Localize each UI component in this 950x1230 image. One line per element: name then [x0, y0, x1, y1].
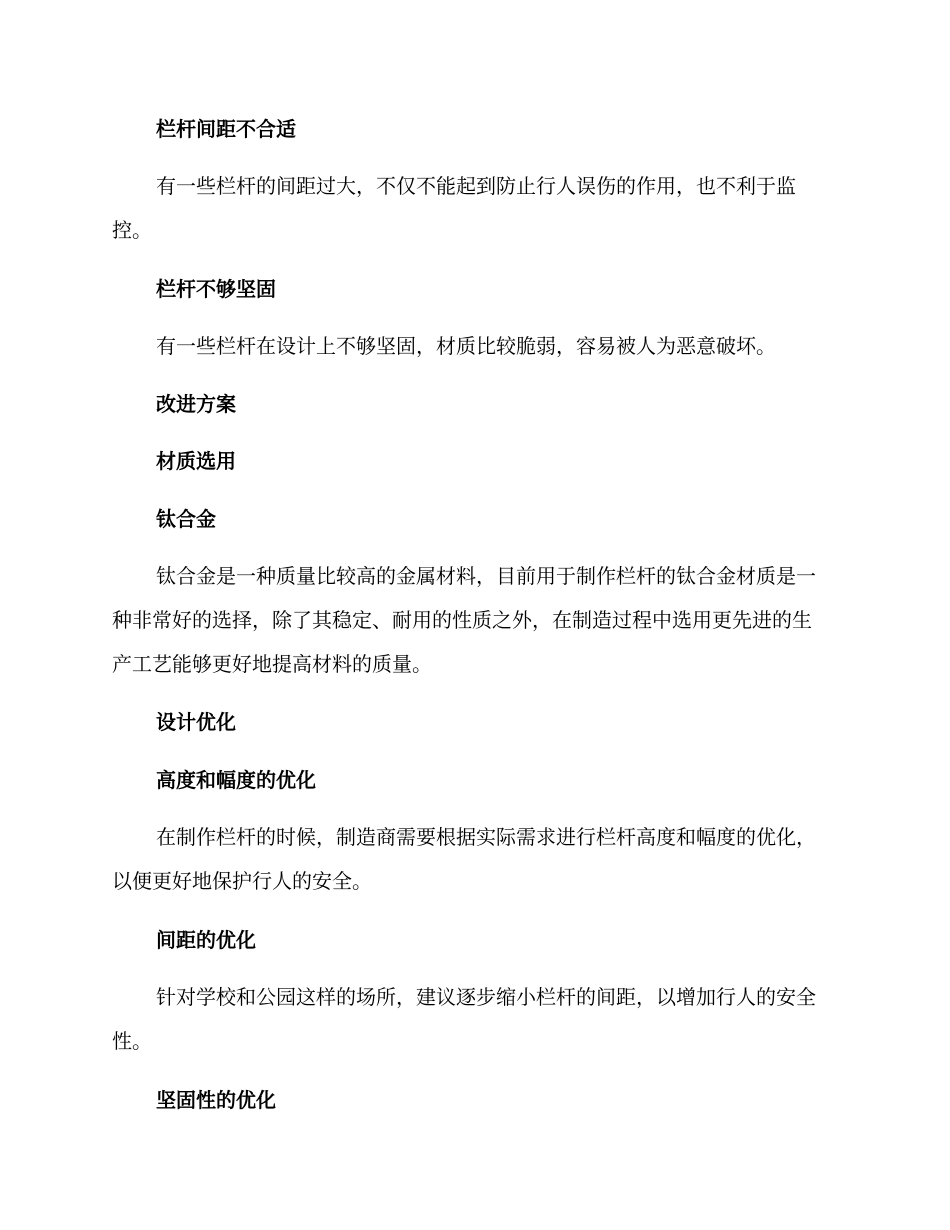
section-heading: 栏杆不够坚固 [156, 277, 276, 301]
section-heading: 坚固性的优化 [156, 1088, 276, 1112]
body-paragraph: 在制作栏杆的时候，制造商需要根据实际需求进行栏杆高度和幅度的优化，以便更好地保护行人的安全。 [112, 825, 816, 893]
section-heading: 钛合金 [156, 507, 216, 531]
body-paragraph: 有一些栏杆的间距过大，不仅不能起到防止行人误伤的作用，也不利于监控。 [112, 174, 796, 242]
body-paragraph: 针对学校和公园这样的场所，建议逐步缩小栏杆的间距，以增加行人的安全性。 [112, 985, 816, 1053]
body-paragraph: 钛合金是一种质量比较高的金属材料，目前用于制作栏杆的钛合金材质是一种非常好的选择，除了其稳定、耐用的性质之外，在制造过程中选用更先进的生产工艺能够更好地提高材料的质量。 [112, 564, 816, 676]
body-paragraph: 有一些栏杆在设计上不够坚固，材质比较脆弱，容易被人为恶意破坏。 [156, 334, 776, 358]
section-heading: 材质选用 [156, 449, 236, 473]
section-heading: 设计优化 [156, 710, 236, 734]
section-heading: 改进方案 [156, 392, 236, 416]
section-heading: 间距的优化 [156, 928, 256, 952]
section-heading: 高度和幅度的优化 [156, 768, 316, 792]
section-heading: 栏杆间距不合适 [156, 117, 296, 141]
